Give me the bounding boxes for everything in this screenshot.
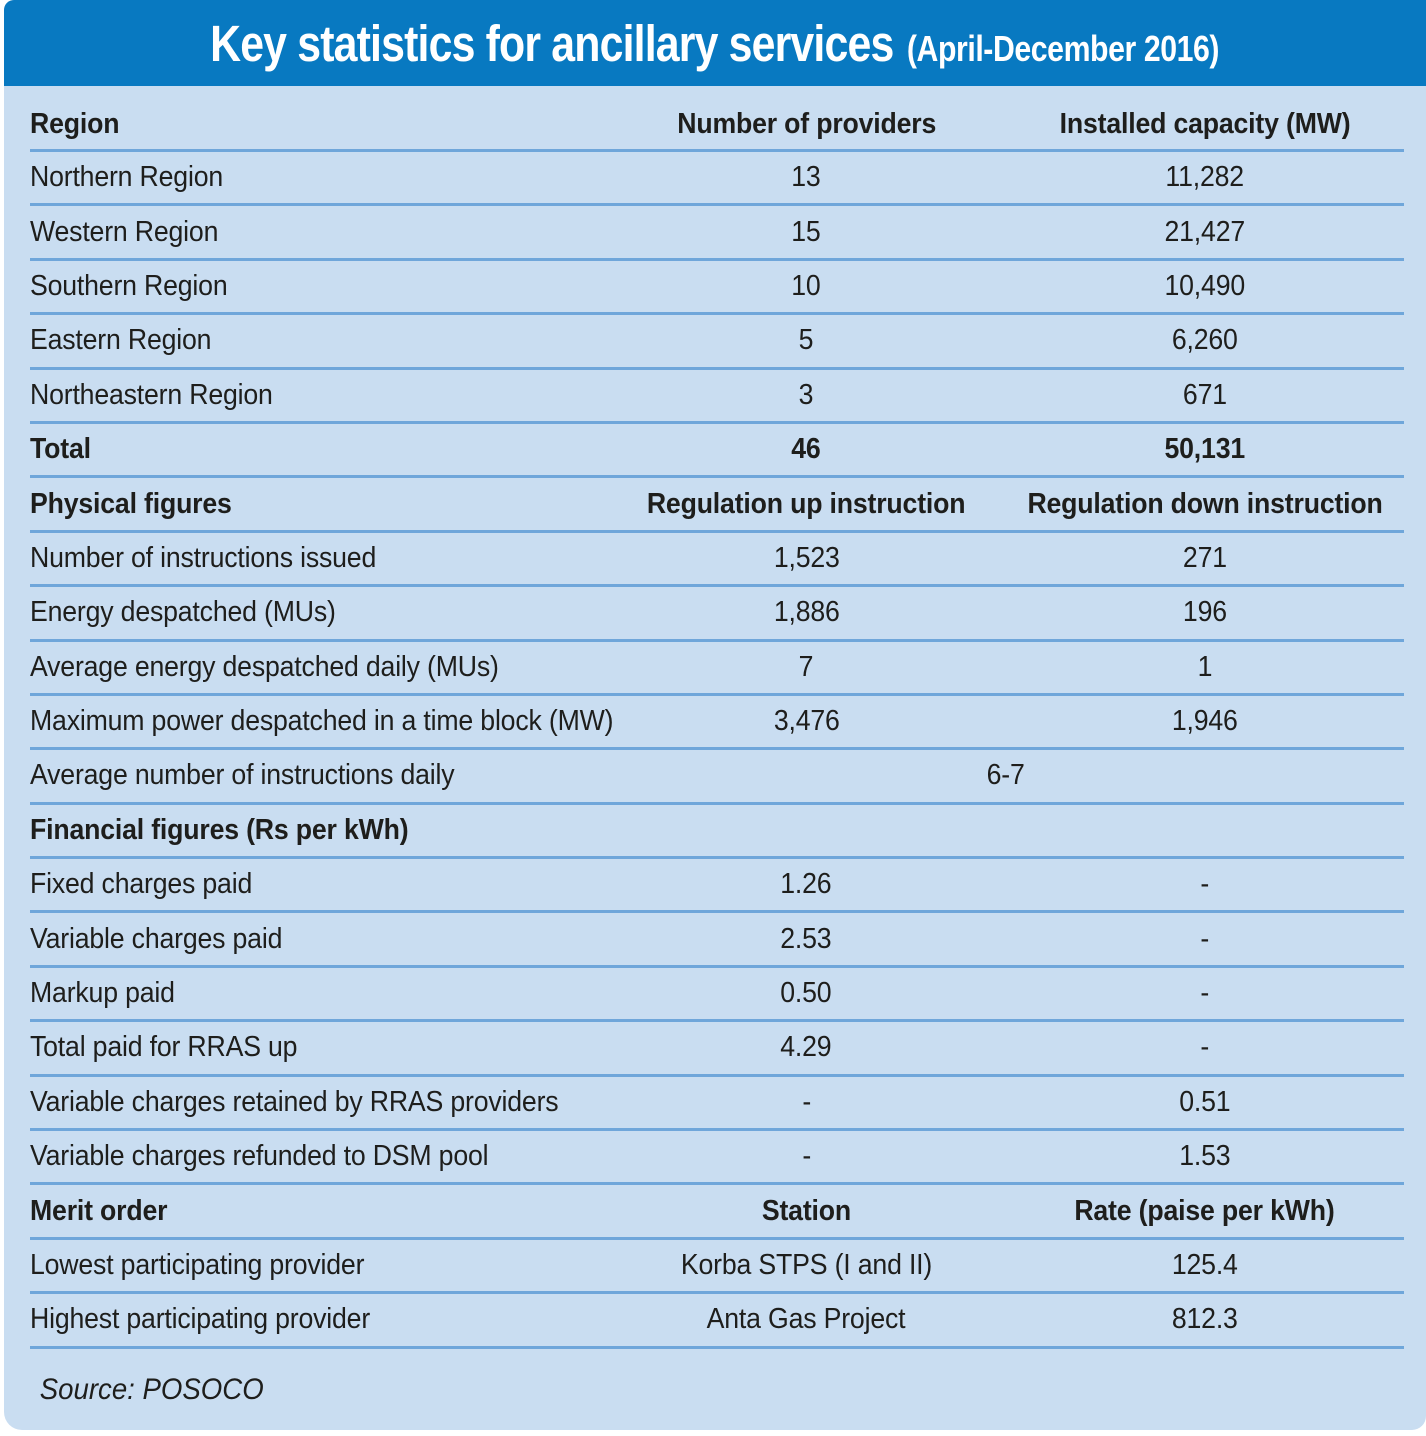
- row-value: -: [1200, 1031, 1210, 1064]
- row-label: Variable charges retained by RRAS providers: [30, 1085, 559, 1118]
- row-value: -: [1200, 977, 1210, 1010]
- row-value: Korba STPS (I and II): [680, 1249, 932, 1281]
- row-value: 11,282: [1165, 161, 1245, 194]
- row-label: Energy despatched (MUs): [30, 596, 336, 629]
- row-value: 1,523: [773, 541, 840, 574]
- column-header: Regulation down instruction: [1027, 487, 1383, 520]
- row-label: Northeastern Region: [30, 378, 273, 411]
- table-row: [30, 750, 1404, 804]
- section-header-row-physical: [30, 478, 1404, 532]
- table-row: [30, 1022, 1404, 1076]
- page-title: [211, 14, 1220, 73]
- row-label: Markup paid: [30, 977, 175, 1010]
- column-header: Regulation up instruction: [647, 487, 966, 520]
- row-value: -: [801, 1140, 811, 1173]
- row-value: -: [801, 1085, 811, 1118]
- title-period: (April-December 2016): [907, 27, 1220, 69]
- row-value: 5: [798, 324, 814, 357]
- table-row: [30, 152, 1404, 206]
- column-header: Installed capacity (MW): [1059, 108, 1351, 140]
- row-value: 271: [1182, 541, 1227, 574]
- row-label: Number of instructions issued: [30, 541, 377, 574]
- row-value: 1,886: [773, 596, 840, 629]
- row-value: 2.53: [780, 922, 832, 955]
- row-label: Variable charges refunded to DSM pool: [30, 1140, 489, 1173]
- row-value: 1.53: [1179, 1140, 1231, 1173]
- row-value: 3,476: [773, 705, 840, 738]
- row-value: 15: [791, 215, 821, 248]
- row-value: 3: [798, 378, 814, 411]
- row-value: -: [1200, 868, 1210, 901]
- row-label: Southern Region: [30, 269, 228, 302]
- title-main: Key statistics for ancillary services: [210, 14, 894, 72]
- row-label: Western Region: [30, 215, 219, 248]
- row-value: 13: [791, 161, 821, 194]
- row-label: Average number of instructions daily: [30, 759, 455, 792]
- section-header-row-regions: [30, 86, 1404, 152]
- table-row: [30, 1131, 1404, 1185]
- row-value: 1.26: [780, 868, 832, 901]
- row-value-spanning: 6-7: [986, 759, 1025, 792]
- table-row: [30, 1240, 1404, 1294]
- row-label: Total: [30, 433, 91, 466]
- column-header: Number of providers: [676, 108, 936, 140]
- row-label: Highest participating provider: [30, 1303, 371, 1336]
- row-value: 196: [1182, 596, 1227, 629]
- row-value: 671: [1182, 378, 1227, 411]
- row-value: 1,946: [1171, 705, 1238, 738]
- row-label: Average energy despatched daily (MUs): [30, 650, 499, 683]
- row-value: 812.3: [1171, 1303, 1238, 1336]
- section-header-row-merit: [30, 1185, 1404, 1239]
- total-row: [30, 424, 1404, 478]
- row-value: 0.51: [1179, 1085, 1231, 1118]
- table-row: [30, 913, 1404, 967]
- table-row: [30, 696, 1404, 750]
- row-value: -: [1200, 922, 1210, 955]
- column-header: Physical figures: [30, 487, 232, 520]
- row-label: Eastern Region: [30, 324, 212, 357]
- source-text: Source: POSOCO: [39, 1372, 264, 1406]
- row-value: 46: [791, 433, 821, 466]
- source-note: [30, 1349, 1404, 1427]
- statistics-table: [30, 86, 1404, 1427]
- row-value: 125.4: [1171, 1249, 1238, 1281]
- column-header: Merit order: [30, 1194, 168, 1227]
- section-header-row-financial: [30, 805, 1404, 859]
- table-row: [30, 370, 1404, 424]
- table-row: [30, 261, 1404, 315]
- row-label: Total paid for RRAS up: [30, 1031, 298, 1064]
- row-label: Fixed charges paid: [30, 868, 253, 901]
- table-row: [30, 968, 1404, 1022]
- column-header: Region: [30, 108, 120, 140]
- row-value: 10,490: [1164, 269, 1245, 302]
- row-value: 6,260: [1171, 324, 1238, 357]
- table-row: [30, 206, 1404, 260]
- title-bar: [4, 0, 1426, 86]
- table-row: [30, 533, 1404, 587]
- row-value: 4.29: [780, 1031, 832, 1064]
- table-row: [30, 1294, 1404, 1348]
- column-header: Rate (paise per kWh): [1074, 1194, 1335, 1227]
- row-label: Lowest participating provider: [30, 1249, 365, 1281]
- row-value: 50,131: [1164, 433, 1245, 466]
- table-row: [30, 642, 1404, 696]
- table-row: [30, 587, 1404, 641]
- row-label: Maximum power despatched in a time block (MW): [30, 705, 614, 738]
- column-header: Financial figures (Rs per kWh): [30, 813, 409, 846]
- row-value: Anta Gas Project: [706, 1303, 906, 1336]
- table-row: [30, 1077, 1404, 1131]
- column-header: Station: [761, 1194, 851, 1227]
- row-value: 7: [798, 650, 814, 683]
- row-label: Variable charges paid: [30, 922, 283, 955]
- stats-panel: [4, 0, 1426, 1430]
- row-value: 10: [791, 269, 821, 302]
- table-row: [30, 315, 1404, 369]
- row-value: 0.50: [780, 977, 832, 1010]
- table-row: [30, 859, 1404, 913]
- row-label: Northern Region: [30, 161, 224, 194]
- row-value: 21,427: [1164, 215, 1245, 248]
- row-value: 1: [1197, 650, 1213, 683]
